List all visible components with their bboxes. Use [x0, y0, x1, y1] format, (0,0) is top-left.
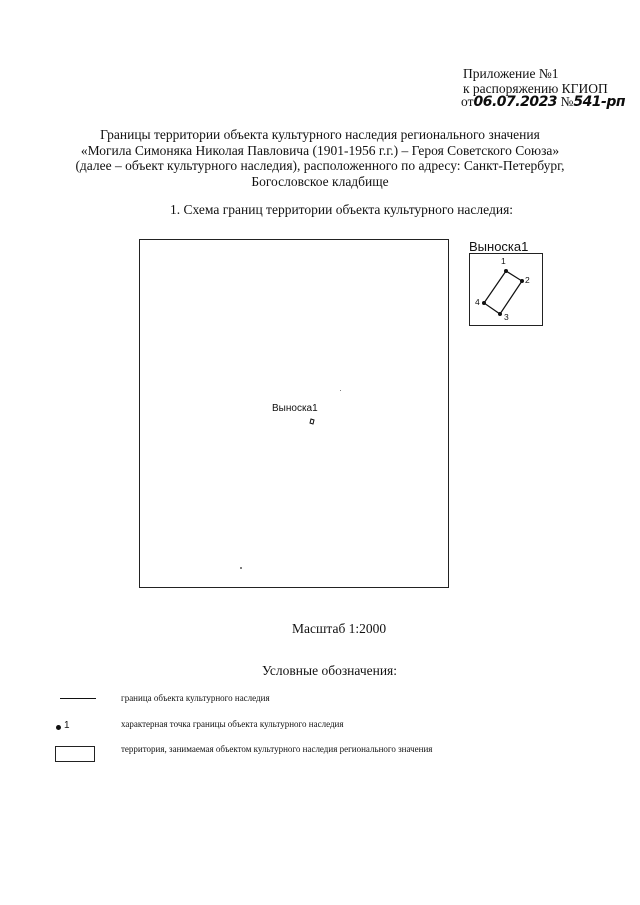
callout-title: Выноска1 [469, 239, 529, 254]
legend-boundary-line-text: граница объекта культурного наследия [121, 693, 270, 703]
handwritten-date: 06.07.2023 [473, 94, 558, 110]
legend-territory-symbol [55, 746, 95, 762]
map-speck [340, 390, 341, 391]
appendix-title: Приложение №1 [463, 66, 559, 81]
title-line-3: (далее – объект культурного наследия), расположенного по адресу: Санкт-Петербург, [75, 158, 565, 173]
map-scale: Масштаб 1:2000 [292, 621, 387, 636]
boundary-point-4: 4 [475, 297, 480, 307]
document-title [60, 127, 580, 189]
title-line-2: «Могила Симоняка Николая Павловича (1901-1956 г.г.) – Героя Советского Союза» [80, 142, 560, 158]
legend-point-text: характерная точка границы объекта культурного наследия [121, 719, 344, 729]
from-prefix: от [461, 94, 474, 109]
map-callout-label: Выноска1 [272, 403, 318, 414]
number-prefix: № [560, 94, 574, 109]
object-location-mark [308, 418, 316, 426]
boundary-point-3: 3 [504, 312, 509, 322]
legend-point-number: 1 [64, 720, 70, 731]
appendix-date-number [461, 94, 625, 110]
boundary-point-1: 1 [501, 256, 506, 266]
handwritten-number: 541-рп [573, 94, 626, 110]
title-line-1: Границы территории объекта культурного наследия регионального значения [100, 127, 540, 142]
callout-box [469, 253, 543, 326]
legend-point-symbol [56, 725, 61, 730]
map-speck [240, 567, 242, 569]
boundary-point-2: 2 [525, 275, 530, 285]
legend-title: Условные обозначения: [262, 663, 398, 678]
section-heading: 1. Схема границ территории объекта культурного наследия: [170, 202, 514, 217]
boundary-map [139, 239, 449, 588]
legend-territory-text: территория, занимаемая объектом культурного наследия регионального значения [121, 744, 433, 754]
title-line-4: Богословское кладбище [251, 173, 389, 189]
appendix-order-ref: к распоряжению КГИОП [463, 81, 608, 96]
legend-boundary-line-symbol [60, 698, 96, 699]
